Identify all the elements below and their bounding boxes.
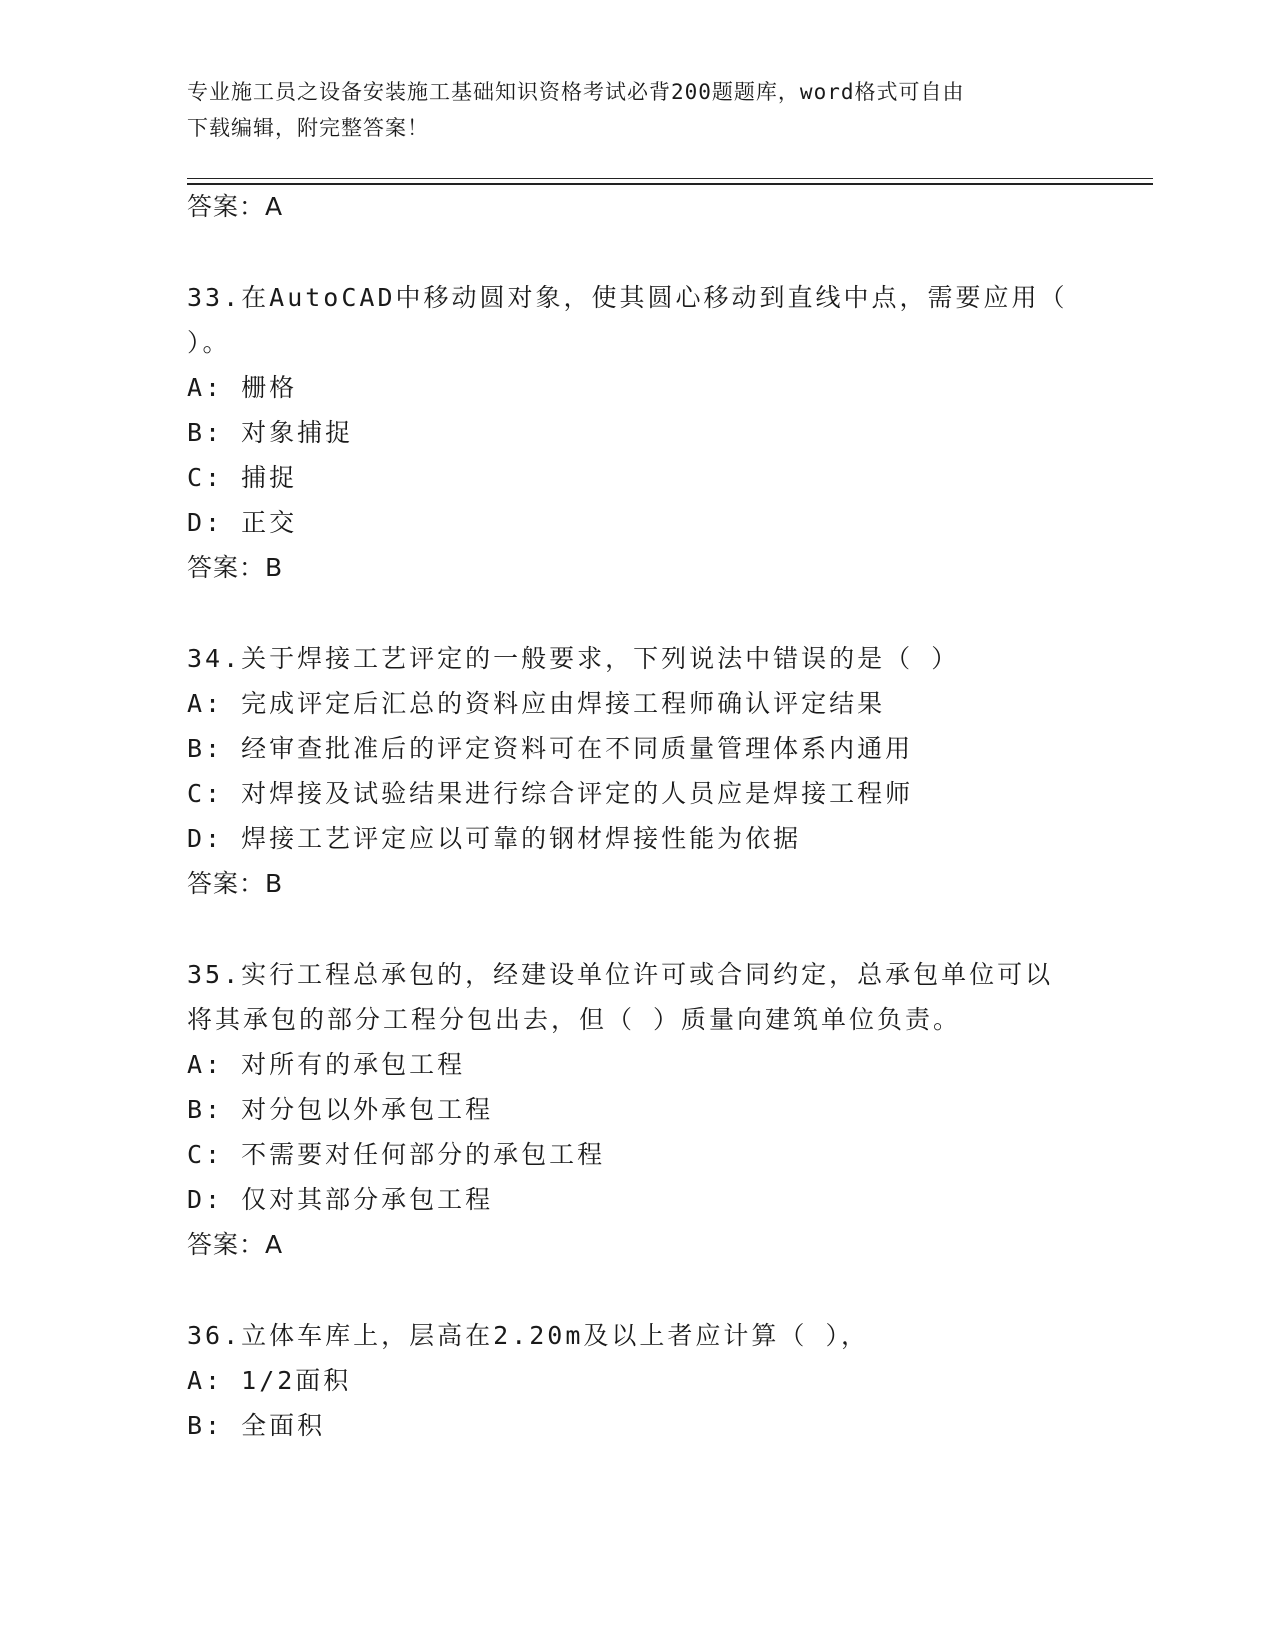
- question-34-answer: 答案：B: [187, 869, 284, 898]
- question-35-stem-1: 35.实行工程总承包的，经建设单位许可或合同约定，总承包单位可以: [187, 960, 1054, 989]
- question-34-stem-1: 34.关于焊接工艺评定的一般要求，下列说法中错误的是（ ）: [187, 644, 960, 673]
- question-33-stem-2: ）。: [187, 328, 231, 357]
- question-33-option-a: A: 栅格: [187, 373, 298, 402]
- header-rule-thin: [187, 178, 1153, 179]
- question-35-option-d: D: 仅对其部分承包工程: [187, 1185, 494, 1214]
- question-35-option-a: A: 对所有的承包工程: [187, 1050, 466, 1079]
- question-36-option-a: A: 1/2面积: [187, 1366, 352, 1395]
- question-35-option-b: B: 对分包以外承包工程: [187, 1095, 494, 1124]
- header-rule-thick: [187, 183, 1153, 185]
- header-line-1: 专业施工员之设备安装施工基础知识资格考试必背200题题库，word格式可自由: [187, 80, 965, 104]
- header-line-2: 下载编辑，附完整答案！: [187, 116, 429, 140]
- question-33-option-d: D: 正交: [187, 508, 298, 537]
- answer-line: 答案：A: [187, 192, 284, 221]
- question-34-option-b: B: 经审查批准后的评定资料可在不同质量管理体系内通用: [187, 734, 914, 763]
- question-33-answer: 答案：B: [187, 553, 284, 582]
- question-33-stem-1: 33.在AutoCAD中移动圆对象，使其圆心移动到直线中点，需要应用（: [187, 283, 1068, 312]
- question-34-option-a: A: 完成评定后汇总的资料应由焊接工程师确认评定结果: [187, 689, 886, 718]
- question-35-stem-2: 将其承包的部分工程分包出去，但（ ）质量向建筑单位负责。: [187, 1005, 962, 1034]
- question-34-option-d: D: 焊接工艺评定应以可靠的钢材焊接性能为依据: [187, 824, 802, 853]
- document-header: [187, 74, 1087, 146]
- question-33-option-b: B: 对象捕捉: [187, 418, 354, 447]
- question-35-option-c: C: 不需要对任何部分的承包工程: [187, 1140, 606, 1169]
- question-36-stem-1: 36.立体车库上，层高在2.20m及以上者应计算（ ），: [187, 1321, 869, 1350]
- question-36-option-b: B: 全面积: [187, 1411, 326, 1440]
- question-34-option-c: C: 对焊接及试验结果进行综合评定的人员应是焊接工程师: [187, 779, 914, 808]
- question-33-option-c: C: 捕捉: [187, 463, 298, 492]
- question-35-answer: 答案：A: [187, 1230, 284, 1259]
